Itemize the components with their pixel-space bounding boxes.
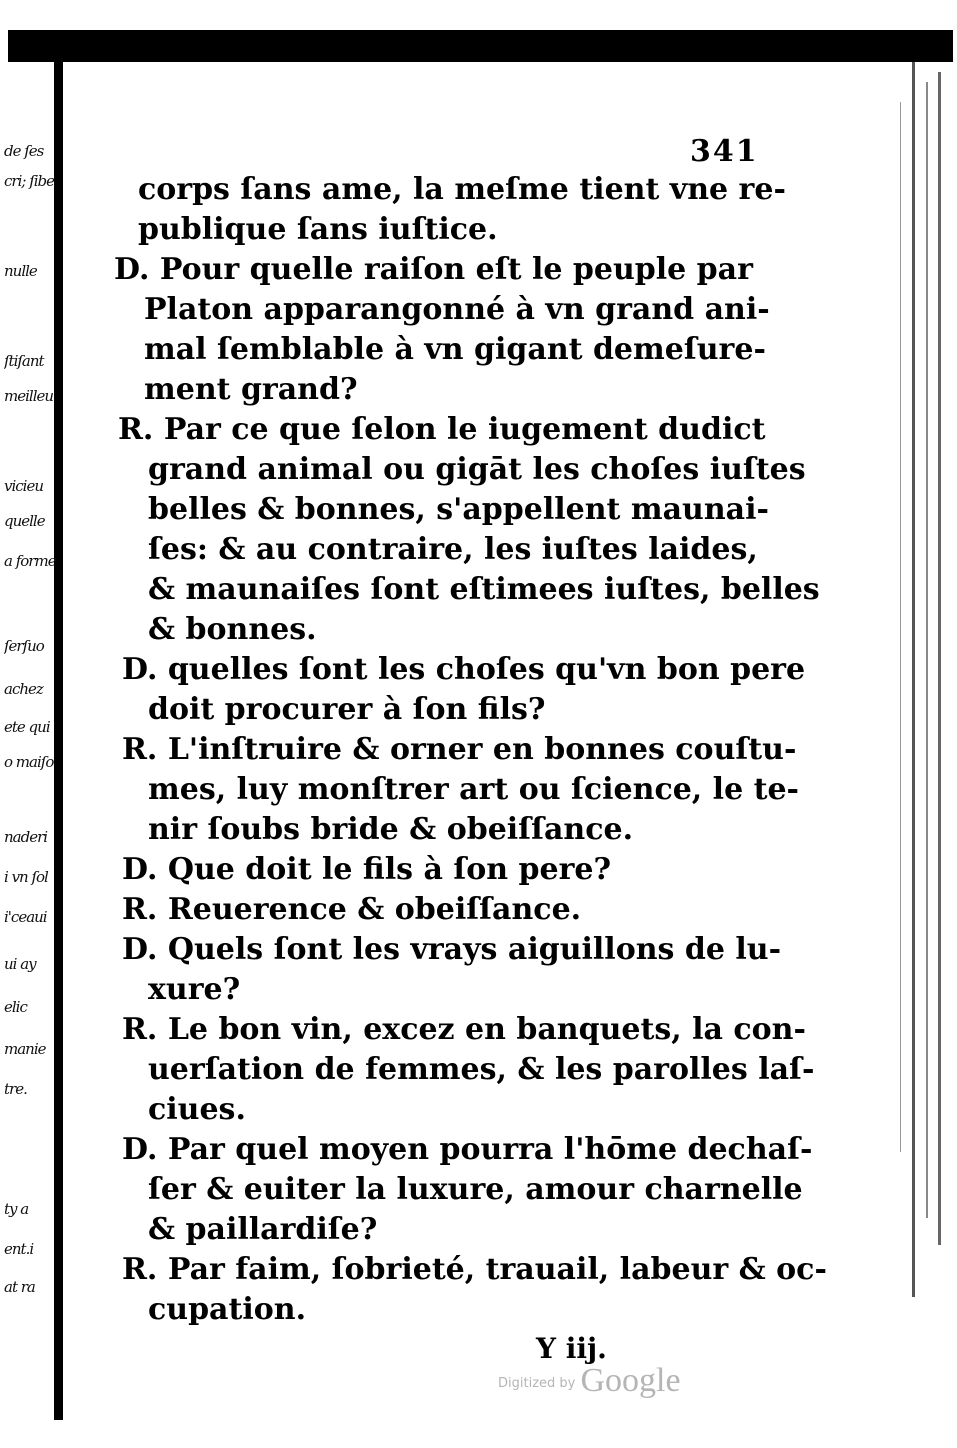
margin-fragment: ſerſuo	[4, 637, 44, 655]
text-line: & maunaiſes ſont eſtimees iuſtes, belles	[148, 572, 820, 607]
margin-fragment: meilleu	[4, 387, 54, 405]
text-line: D. Pour quelle raiſon eſt le peuple par	[114, 252, 753, 287]
text-line: D. Quels ſont les vrays aiguillons de lu-	[122, 932, 782, 967]
text-line: ment grand?	[144, 372, 358, 407]
text-line: R. Par faim, ſobrieté, trauail, labeur & oc-	[122, 1252, 827, 1287]
margin-fragment: elic	[4, 998, 27, 1016]
watermark-prefix: Digitized by	[498, 1376, 576, 1391]
text-line: xure?	[148, 972, 241, 1007]
margin-fragment: o maiſo	[4, 753, 54, 771]
margin-fragment: ſtiſant	[4, 352, 44, 370]
text-line: belles & bonnes, s'appellent maunai-	[148, 492, 769, 527]
digitized-by-watermark	[498, 1362, 681, 1400]
text-line: mal ſemblable à vn gigant demeſure-	[144, 332, 766, 367]
margin-fragment: achez	[4, 680, 43, 698]
margin-fragment: ui ay	[4, 955, 36, 973]
previous-page-margin	[0, 0, 60, 1448]
margin-fragment: i vn ſol	[4, 868, 48, 886]
text-line: mes, luy monſtrer art ou ſcience, le te-	[148, 772, 800, 807]
margin-fragment: ent.i	[4, 1240, 34, 1258]
scan-page-edge	[890, 62, 952, 1297]
margin-fragment: manie	[4, 1040, 46, 1058]
signature-mark: Y iij.	[536, 1332, 607, 1365]
text-line: R. L'inſtruire & orner en bonnes couſtu-	[122, 732, 797, 767]
margin-fragment: naderi	[4, 828, 48, 846]
text-line: grand animal ou gigāt les choſes iuſtes	[148, 452, 806, 487]
text-line: R. Reuerence & obeiſſance.	[122, 892, 582, 927]
margin-fragment: vicieu	[4, 477, 44, 495]
text-line: R. Le bon vin, excez en banquets, la con-	[122, 1012, 806, 1047]
margin-fragment: ete qui	[4, 718, 50, 736]
page-number: 341	[690, 134, 759, 169]
text-line: & bonnes.	[148, 612, 317, 647]
margin-fragment: nulle	[4, 262, 37, 280]
text-line: nir ſoubs bride & obeiſſance.	[148, 812, 634, 847]
margin-fragment: a forme	[4, 552, 56, 570]
text-line: D. quelles ſont les choſes qu'vn bon pere	[122, 652, 806, 687]
text-line: & paillardiſe?	[148, 1212, 378, 1247]
text-line: Platon apparangonné à vn grand ani-	[144, 292, 770, 327]
text-line: ſer & euiter la luxure, amour charnelle	[148, 1172, 803, 1207]
google-logo: Google	[580, 1362, 681, 1399]
text-line: ſes: & au contraire, les iuſtes laides,	[148, 532, 758, 567]
margin-fragment: ty a	[4, 1200, 29, 1218]
text-line: ciues.	[148, 1092, 246, 1127]
text-line: D. Par quel moyen pourra l'hōme dechaſ-	[122, 1132, 813, 1167]
margin-fragment: at ra	[4, 1278, 35, 1296]
text-line: doit procurer à ſon fils?	[148, 692, 546, 727]
text-line: corps ſans ame, la meſme tient vne re-	[138, 172, 786, 207]
margin-fragment: de ſes	[4, 142, 44, 160]
text-line: publique ſans iuſtice.	[138, 212, 498, 247]
text-line: D. Que doit le fils à ſon pere?	[122, 852, 612, 887]
margin-fragment: cri; ſibe	[4, 172, 55, 190]
margin-fragment: quelle	[4, 512, 45, 530]
text-line: R. Par ce que ſelon le iugement dudict	[118, 412, 766, 447]
scan-top-border	[8, 30, 953, 62]
margin-fragment: i'ceaui	[4, 908, 47, 926]
text-line: uerſation de femmes, & les parolles laſ-	[148, 1052, 815, 1087]
text-line: cupation.	[148, 1292, 307, 1327]
margin-fragment: tre.	[4, 1080, 27, 1098]
